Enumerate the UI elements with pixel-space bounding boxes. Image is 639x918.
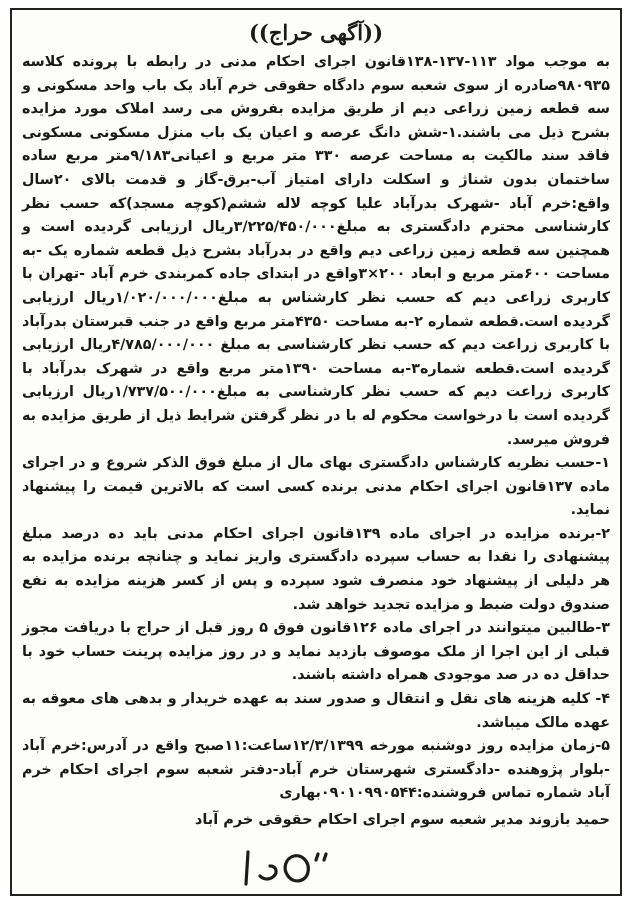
condition-item-1: ۱-حسب نظریه کارشناس دادگستری بهای مال از مبلغ فوق الذکر شروع و در اجرای ماده ۱۳۷قانون اجرای احکام مدنی برنده کسی است که بالاترین قیمت را پیشنهاد نماید. xyxy=(22,455,610,519)
signature-line: حمید بازوند مدیر شعبه سوم اجرای احکام حقوقی خرم آباد xyxy=(194,812,610,828)
condition-item-4: ۴- کلیه هزینه های نقل و انتقال و صدور سند به عهده خریدار و بدهی های معوقه به عهده مالک میباشد. xyxy=(22,691,610,731)
conditions-list xyxy=(22,452,610,806)
notice-body xyxy=(22,51,610,806)
condition-item-5: ۵-زمان مزایده روز دوشنبه مورخه ۱۲/۳/۱۳۹۹ساعت:۱۱صبح واقع در آدرس:خرم آباد -بلوار پژوهنده -دادگستری شهرستان خرم آباد-دفتر شعبه سوم اجرای احکام خرم آباد شماره تماس فروشنده:۰۹۰۱۰۹۹۰۵۴۴بهاری xyxy=(22,738,610,802)
handwritten-mark-icon xyxy=(234,846,344,890)
auction-notice xyxy=(10,8,622,896)
condition-item-2: ۲-برنده مزایده در اجرای ماده ۱۳۹قانون اجرای احکام مدنی باید ده درصد مبلغ پیشنهادی را نقدا به حساب سپرده دادگستری واریز نماید و چنانچه برنده مزایده به هر دلیلی از پیشنهاد خود منصرف شود سپرده و پس از کسر هزینه مزایده به نفع صندوق دولت ضبط و مزایده تجدید خواهد شد. xyxy=(22,525,610,613)
notice-intro-paragraph: به موجب مواد ۱۱۳-۱۳۷-۱۳۸قانون اجرای احکام مدنی در رابطه با پرونده کلاسه ۹۸۰۹۳۵صادره از سوی شعبه سوم دادگاه حقوقی خرم آباد یک باب واحد مسکونی و سه قطعه زمین زراعی دیم از طریق مزایده بفروش می رسد املاک مورد مزایده بشرح ذیل می باشند.۱-شش دانگ عرصه و اعیان یک باب منزل مسکونی مسکونی فاقد سند مالکیت به مساحت عرصه ۳۳۰ متر مربع و اعیانی۹/۱۸۳متر مربع ساده ساختمان بدون شناژ و اسکلت دارای امتیاز آب-برق-گاز و قدمت بالای ۲۰سال واقع:خرم آباد -شهرک بدرآباد علیا کوچه لاله ششم(کوچه مسجد)که حسب نظر کارشناسی محترم دادگستری به مبلغ۳/۲۲۵/۴۵۰/۰۰۰ریال ارزیابی گردیده است و همچنین سه قطعه زمین زراعی دیم واقع در بدرآباد بشرح ذیل قطعه شماره یک -به مساحت ۶۰۰متر مربع و ابعاد ۲۰۰×۳واقع در ابتدای جاده کمربندی خرم آباد -تهران با کاربری زراعی دیم که حسب نظر کارشناس به مبلغ۱/۰۲۰/۰۰۰/۰۰۰ریال ارزیابی گردیده است.قطعه شماره ۲-به مساحت ۴۳۵۰متر مربع واقع در جنب قبرستان بدرآباد با کاربری زراعت دیم که حسب نظر کارشناسی به مبلغ ۴/۷۸۵/۰۰۰/۰۰۰ریال ارزیابی گردیده است.قطعه شماره۳-به مساحت ۱۳۹۰متر مربع واقع در شهرک بدرآباد با کاربری زراعت دیم که حسب نظر کارشناسی به مبلغ۱/۷۳۷/۵۰۰/۰۰۰ریال ارزیابی گردیده است با درخواست محکوم له با در نظر گرفتن شرایط ذیل از طریق مزایده به فروش میرسد. xyxy=(22,54,611,448)
notice-title: ((آگهی حراج)) xyxy=(248,20,384,45)
condition-item-3: ۳-طالبین میتوانند در اجرای ماده ۱۲۶قانون فوق ۵ روز قبل از حراج با دریافت مجوز قبلی از این اجرا از ملک موصوف بازدید نماید و در روز مزایده پرینت حساب خود با حداقل ده در صد موجودی همراه داشته باشند. xyxy=(22,620,611,684)
